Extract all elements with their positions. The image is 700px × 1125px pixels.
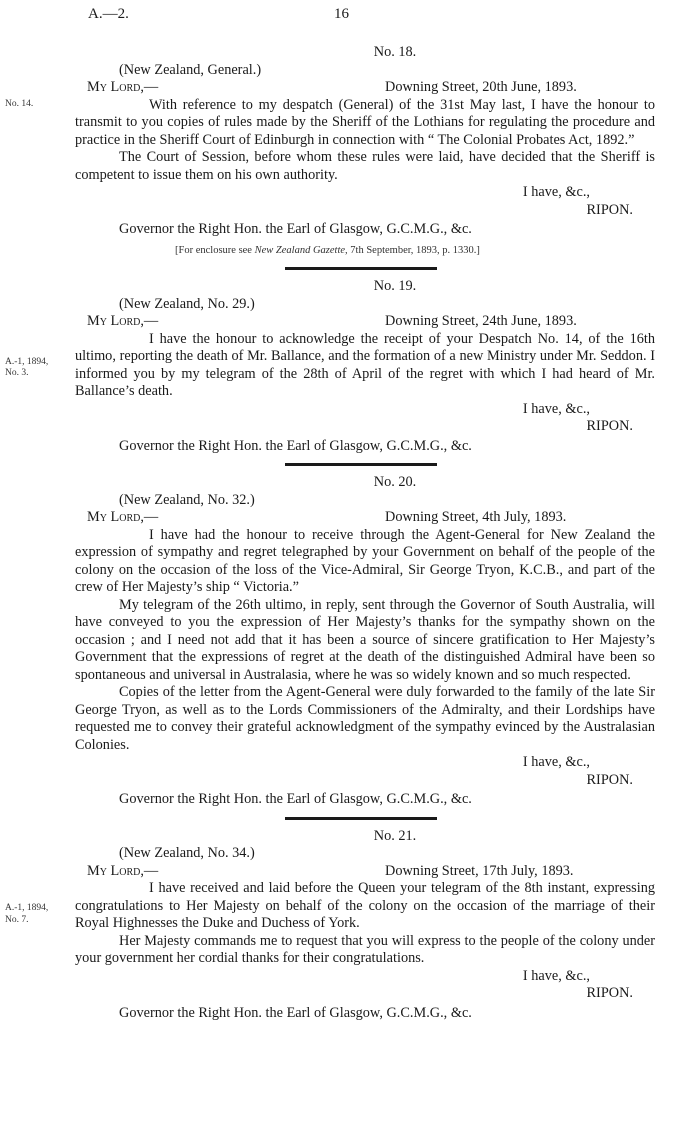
margin-note: A.-1, 1894, (5, 357, 49, 367)
page-number: 16 (334, 6, 349, 22)
recipient: Governor the Right Hon. the Earl of Glasgow, G.C.M.G., &c. (119, 221, 472, 237)
despatch-21 (75, 828, 655, 1023)
paragraph: I have the honour to acknowledge the receipt of your Despatch No. 14, of the 16th ultimo, reporting the death of Mr. Ballance, and the formation of a new Ministry under Mr. Seddon. I informed you by my telegram of the 28th of April of the regret with which I had heard of Mr. Ballance’s death. (75, 330, 655, 399)
despatch-addressee: (New Zealand, General.) (119, 61, 262, 78)
despatch-number: No. 21. (373, 827, 417, 844)
salutation: My Lord,— (87, 509, 159, 525)
signature: RIPON. (586, 418, 633, 434)
recipient: Governor the Right Hon. the Earl of Glasgow, G.C.M.G., &c. (119, 1004, 472, 1021)
despatch-number: No. 18. (373, 44, 417, 60)
closing: I have, &c., (522, 184, 590, 200)
dateline: Downing Street, 17th July, 1893. (385, 862, 574, 879)
closing: I have, &c., (522, 967, 590, 984)
enclosure-note (175, 242, 655, 260)
section-divider (285, 463, 437, 466)
document-body (75, 44, 655, 1022)
salutation: My Lord,— (87, 79, 159, 95)
dateline: Downing Street, 24th June, 1893. (385, 313, 577, 329)
despatch-number: No. 19. (373, 278, 417, 294)
salutation: My Lord,— (87, 862, 159, 879)
section-divider (285, 267, 437, 270)
paragraph: The Court of Session, before whom these rules were laid, have decided that the Sheriff is competent to issue them on his own authority. (75, 149, 655, 183)
document-reference: A.—2. (88, 6, 129, 22)
margin-note: No. 3. (5, 368, 29, 378)
salutation-line (75, 509, 655, 527)
despatch-addressee: (New Zealand, No. 29.) (119, 295, 255, 312)
paragraph: My telegram of the 26th ultimo, in reply, sent through the Governor of South Australia, will have conveyed to you the expression of Her Majesty’s thanks for the sympathy shown on the occasion ; and I need not add that it has been a source of sincere gratification to Her Majesty’s Government that the expressions of regret at the death of the distinguished Admiral have been so spontaneous and universal in Australasia, where he was so widely known and so much respected. (75, 596, 655, 683)
paragraph: With reference to my despatch (General) of the 31st May last, I have the honour to transmit to you copies of rules made by the Sheriff of the Lothians for regulating the procedure and practice in the Sheriff Court of Edinburgh in connection with “ The Colonial Probates Act, 1892.” (75, 96, 655, 148)
despatch-20 (75, 474, 655, 809)
recipient: Governor the Right Hon. the Earl of Glasgow, G.C.M.G., &c. (119, 791, 472, 807)
closing: I have, &c., (522, 754, 590, 770)
enclosure-reference: New Zealand Gazette, (254, 244, 348, 256)
dateline: Downing Street, 4th July, 1893. (385, 509, 567, 525)
despatch-18 (75, 44, 655, 259)
despatch-19 (75, 278, 655, 455)
despatch-addressee: (New Zealand, No. 32.) (119, 491, 255, 508)
paragraph: I have had the honour to receive through the Agent-General for New Zealand the expression of sympathy and regret telegraphed by your Government on behalf of the people of the colony on the occasion of the loss of the Vice-Admiral, Sir George Tryon, K.C.B., and part of the crew of Her Majesty’s ship “ Victoria.” (75, 526, 655, 595)
paragraph: Copies of the letter from the Agent-General were duly forwarded to the family of the late Sir George Tryon, as well as to the Lords Commissioners of the Admiralty, and their Lordships have requested me to convey their grateful acknowledgment of the sympathy evinced by the Australasian Colonies. (75, 684, 655, 753)
despatch-number: No. 20. (373, 474, 417, 490)
margin-note: No. 14. (5, 99, 34, 109)
salutation-line (75, 313, 655, 331)
section-divider (285, 817, 437, 820)
salutation-line (75, 79, 655, 97)
margin-note: A.-1, 1894, (5, 903, 49, 913)
margin-note: No. 7. (5, 915, 29, 925)
enclosure-suffix: 7th September, 1893, p. 1330.] (347, 244, 480, 256)
paragraph: I have received and laid before the Queen your telegram of the 8th instant, expressing congratulations to Her Majesty on behalf of the colony on the occasion of the marriage of their Royal Highnesses the Duke and Duchess of York. (75, 880, 655, 931)
salutation-line (75, 863, 655, 881)
enclosure-prefix: [For enclosure see (175, 244, 255, 256)
recipient: Governor the Right Hon. the Earl of Glasgow, G.C.M.G., &c. (119, 437, 472, 454)
page-header (0, 6, 700, 28)
dateline: Downing Street, 20th June, 1893. (385, 79, 577, 95)
signature: RIPON. (586, 985, 633, 1001)
signature: RIPON. (586, 201, 633, 218)
paragraph: Her Majesty commands me to request that you will express to the people of the colony under your government her cordial thanks for their congratulations. (75, 932, 655, 966)
despatch-addressee: (New Zealand, No. 34.) (119, 845, 255, 861)
salutation: My Lord,— (87, 313, 159, 329)
closing: I have, &c., (522, 400, 590, 417)
signature: RIPON. (586, 771, 633, 788)
